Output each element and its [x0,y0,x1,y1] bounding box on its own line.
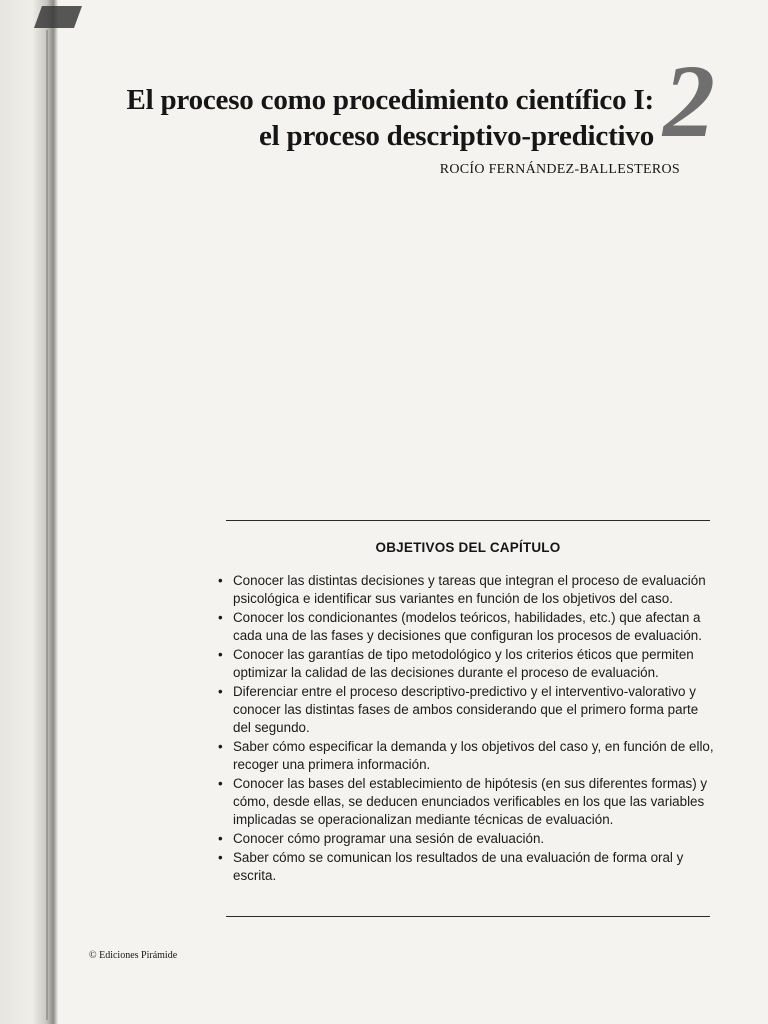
objective-item: • Conocer los condicionantes (modelos teóricos, habilidades, etc.) que afectan a cada una de las fases y decisiones que configuran los procesos de evaluación. [216,609,716,645]
chapter-title [126,82,654,154]
chapter-title-line-2: el proceso descriptivo-predictivo [258,120,654,152]
objectives-top-rule [226,520,710,521]
chapter-number: 2 [663,44,715,159]
binding-corner-mark [34,6,82,28]
objective-item: • Conocer cómo programar una sesión de evaluación. [216,830,716,848]
objectives-list [216,572,716,886]
binding-shadow-line [46,30,48,1020]
objectives-heading: OBJETIVOS DEL CAPÍTULO [375,540,561,555]
publisher-footer: © Ediciones Pirámide [89,950,178,961]
scan-binding-edge [0,0,58,1024]
objective-item: • Diferenciar entre el proceso descriptivo-predictivo y el interventivo-valorativo y conocer las distintas fases de ambos considerando que el primero forma parte del segundo. [216,683,716,737]
author-name: ROCÍO FERNÁNDEZ-BALLESTEROS [439,162,680,177]
objectives-bottom-rule [226,916,710,917]
objective-item: • Conocer las bases del establecimiento de hipótesis (en sus diferentes formas) y cómo, desde ellas, se deducen enunciados verificables en los que las variables implicadas se operacionalizan mediante técnicas de evaluación. [216,775,716,829]
objective-item: • Saber cómo especificar la demanda y los objetivos del caso y, en función de ello, recoger una primera información. [216,738,716,774]
objective-item: • Conocer las garantías de tipo metodológico y los criterios éticos que permiten optimizar la calidad de las decisiones durante el proceso de evaluación. [216,646,716,682]
objective-item: • Saber cómo se comunican los resultados de una evaluación de forma oral y escrita. [216,849,716,885]
objective-item: • Conocer las distintas decisiones y tareas que integran el proceso de evaluación psicológica e identificar sus variantes en función de los objetivos del caso. [216,572,716,608]
chapter-title-line-1: El proceso como procedimiento científico I: [126,84,654,116]
